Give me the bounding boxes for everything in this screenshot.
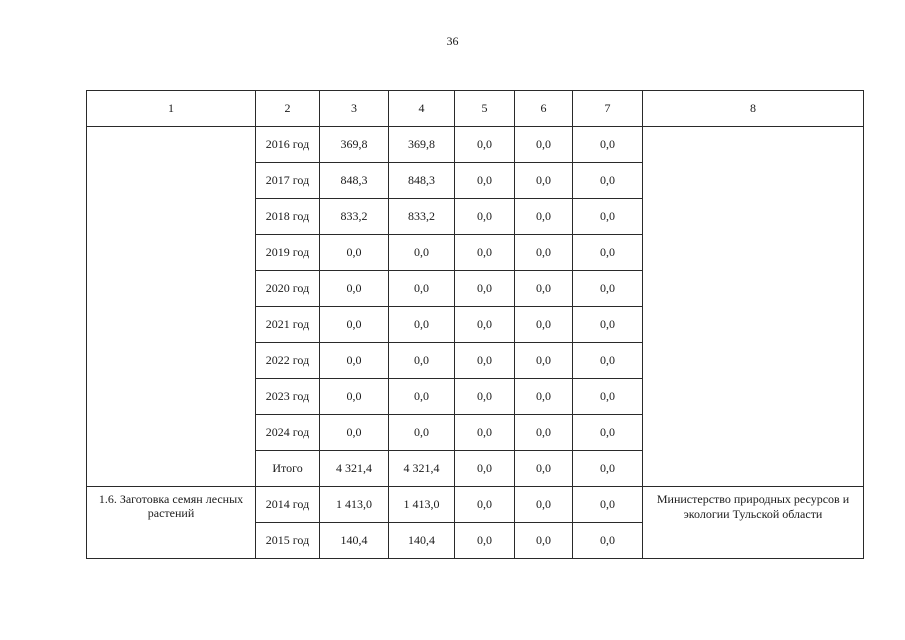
value-cell: 0,0 xyxy=(573,451,643,487)
value-cell: 0,0 xyxy=(515,451,573,487)
value-cell: 833,2 xyxy=(320,199,389,235)
value-cell: 0,0 xyxy=(573,487,643,523)
year-cell: 2015 год xyxy=(256,523,320,559)
value-cell: 4 321,4 xyxy=(389,451,455,487)
value-cell: 0,0 xyxy=(455,523,515,559)
value-cell: 4 321,4 xyxy=(320,451,389,487)
value-cell: 0,0 xyxy=(573,127,643,163)
value-cell: 0,0 xyxy=(455,271,515,307)
value-cell: 0,0 xyxy=(320,415,389,451)
value-cell: 0,0 xyxy=(320,379,389,415)
measure-name-cell: 1.6. Заготовка семян лесных растений xyxy=(87,487,256,559)
value-cell: 0,0 xyxy=(389,343,455,379)
year-cell: 2019 год xyxy=(256,235,320,271)
value-cell: 0,0 xyxy=(389,415,455,451)
value-cell: 848,3 xyxy=(320,163,389,199)
total-label-cell: Итого xyxy=(256,451,320,487)
year-cell: 2021 год xyxy=(256,307,320,343)
value-cell: 0,0 xyxy=(455,307,515,343)
value-cell: 0,0 xyxy=(455,199,515,235)
value-cell: 0,0 xyxy=(455,127,515,163)
header-cell: 3 xyxy=(320,91,389,127)
year-cell: 2014 год xyxy=(256,487,320,523)
value-cell: 0,0 xyxy=(455,451,515,487)
value-cell: 0,0 xyxy=(320,235,389,271)
value-cell: 0,0 xyxy=(515,307,573,343)
value-cell: 0,0 xyxy=(515,343,573,379)
executor-cell: Министерство природных ресурсов и экологии Тульской области xyxy=(643,487,864,559)
value-cell: 0,0 xyxy=(573,235,643,271)
value-cell: 0,0 xyxy=(455,163,515,199)
value-cell: 1 413,0 xyxy=(320,487,389,523)
header-row xyxy=(87,91,864,127)
value-cell: 0,0 xyxy=(455,343,515,379)
value-cell: 369,8 xyxy=(389,127,455,163)
executor-cell-empty xyxy=(643,127,864,487)
value-cell: 0,0 xyxy=(573,415,643,451)
value-cell: 0,0 xyxy=(515,379,573,415)
header-cell: 6 xyxy=(515,91,573,127)
value-cell: 0,0 xyxy=(389,235,455,271)
value-cell: 369,8 xyxy=(320,127,389,163)
value-cell: 0,0 xyxy=(515,235,573,271)
table-row xyxy=(87,127,864,163)
value-cell: 0,0 xyxy=(573,163,643,199)
value-cell: 0,0 xyxy=(573,271,643,307)
budget-table xyxy=(86,90,864,559)
value-cell: 0,0 xyxy=(389,379,455,415)
header-cell: 5 xyxy=(455,91,515,127)
value-cell: 0,0 xyxy=(515,199,573,235)
header-cell: 8 xyxy=(643,91,864,127)
value-cell: 0,0 xyxy=(515,163,573,199)
year-cell: 2020 год xyxy=(256,271,320,307)
value-cell: 0,0 xyxy=(573,523,643,559)
value-cell: 0,0 xyxy=(515,271,573,307)
value-cell: 0,0 xyxy=(573,343,643,379)
header-cell: 4 xyxy=(389,91,455,127)
value-cell: 0,0 xyxy=(515,487,573,523)
value-cell: 833,2 xyxy=(389,199,455,235)
table-row xyxy=(87,487,864,523)
value-cell: 0,0 xyxy=(573,199,643,235)
value-cell: 0,0 xyxy=(320,307,389,343)
year-cell: 2017 год xyxy=(256,163,320,199)
header-cell: 2 xyxy=(256,91,320,127)
measure-cell-empty xyxy=(87,127,256,487)
year-cell: 2022 год xyxy=(256,343,320,379)
value-cell: 0,0 xyxy=(515,523,573,559)
value-cell: 0,0 xyxy=(573,307,643,343)
value-cell: 0,0 xyxy=(389,271,455,307)
value-cell: 0,0 xyxy=(455,235,515,271)
value-cell: 140,4 xyxy=(389,523,455,559)
value-cell: 0,0 xyxy=(573,379,643,415)
value-cell: 0,0 xyxy=(515,415,573,451)
value-cell: 1 413,0 xyxy=(389,487,455,523)
year-cell: 2023 год xyxy=(256,379,320,415)
header-cell: 7 xyxy=(573,91,643,127)
year-cell: 2018 год xyxy=(256,199,320,235)
value-cell: 0,0 xyxy=(389,307,455,343)
page-number: 36 xyxy=(446,34,459,48)
header-cell: 1 xyxy=(87,91,256,127)
value-cell: 0,0 xyxy=(455,415,515,451)
value-cell: 140,4 xyxy=(320,523,389,559)
year-cell: 2024 год xyxy=(256,415,320,451)
value-cell: 0,0 xyxy=(320,271,389,307)
value-cell: 0,0 xyxy=(515,127,573,163)
value-cell: 0,0 xyxy=(455,487,515,523)
value-cell: 848,3 xyxy=(389,163,455,199)
value-cell: 0,0 xyxy=(320,343,389,379)
year-cell: 2016 год xyxy=(256,127,320,163)
value-cell: 0,0 xyxy=(455,379,515,415)
